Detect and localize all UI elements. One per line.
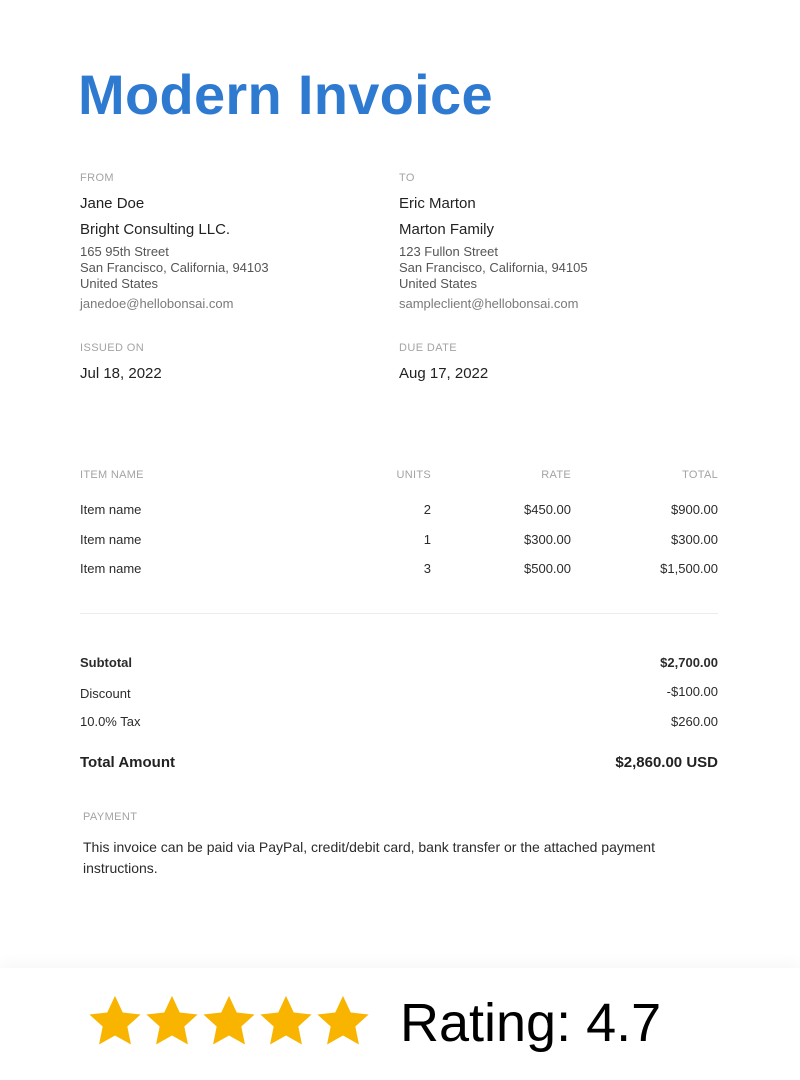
- star-icon: [143, 992, 201, 1050]
- to-address-line2: San Francisco, California, 94105: [399, 260, 588, 275]
- row-total: $1,500.00: [660, 561, 718, 576]
- from-address-line2: San Francisco, California, 94103: [80, 260, 269, 275]
- tax-value: $260.00: [671, 714, 718, 729]
- invoice-title: Modern Invoice: [78, 63, 493, 126]
- from-name: Jane Doe: [80, 195, 145, 212]
- discount-value: -$100.00: [666, 684, 718, 699]
- rating-text: Rating: 4.7: [400, 993, 662, 1053]
- discount-row: [80, 685, 718, 705]
- from-address-line1: 165 95th Street: [80, 244, 169, 259]
- row-units: 1: [423, 532, 431, 547]
- due-date-label: DUE DATE: [399, 342, 458, 354]
- to-company: Marton Family: [399, 221, 495, 238]
- tax-row: [80, 714, 718, 734]
- row-rate: $500.00: [524, 561, 571, 576]
- payment-label: PAYMENT: [83, 811, 138, 823]
- row-units: 2: [423, 502, 431, 517]
- subtotal-row: [80, 655, 718, 675]
- row-rate: $450.00: [524, 502, 571, 517]
- table-row: [80, 502, 718, 522]
- subtotal-label: Subtotal: [80, 655, 132, 670]
- table-header-units: UNITS: [396, 469, 431, 481]
- total-amount-value: $2,860.00 USD: [615, 754, 718, 771]
- table-divider: [80, 613, 718, 614]
- table-header-total: TOTAL: [682, 469, 718, 481]
- total-amount-row: [80, 754, 718, 774]
- table-header-item: ITEM NAME: [80, 469, 144, 481]
- row-total: $300.00: [671, 532, 718, 547]
- discount-label: Discount: [80, 686, 131, 701]
- star-icon: [86, 992, 144, 1050]
- issued-on-date: Jul 18, 2022: [80, 365, 162, 382]
- issued-on-label: ISSUED ON: [80, 342, 145, 354]
- star-icon: [314, 992, 372, 1050]
- to-name: Eric Marton: [399, 195, 476, 212]
- star-icon: [200, 992, 258, 1050]
- due-date-value: Aug 17, 2022: [399, 365, 489, 382]
- total-amount-label: Total Amount: [80, 754, 175, 771]
- tax-label: 10.0% Tax: [80, 714, 141, 729]
- row-item-name: Item name: [80, 532, 142, 547]
- row-units: 3: [423, 561, 431, 576]
- row-item-name: Item name: [80, 502, 142, 517]
- to-email: sampleclient@hellobonsai.com: [399, 296, 579, 311]
- table-row: [80, 532, 718, 552]
- payment-instructions: This invoice can be paid via PayPal, credit/debit card, bank transfer or the attached payment instructions.: [83, 839, 655, 876]
- subtotal-value: $2,700.00: [660, 655, 718, 670]
- to-address-line1: 123 Fullon Street: [399, 244, 499, 259]
- from-company: Bright Consulting LLC.: [80, 221, 231, 238]
- row-rate: $300.00: [524, 532, 571, 547]
- from-address-line3: United States: [80, 276, 159, 291]
- to-label: TO: [399, 172, 415, 184]
- star-icon: [257, 992, 315, 1050]
- table-row: [80, 561, 718, 581]
- row-item-name: Item name: [80, 561, 142, 576]
- from-label: FROM: [80, 172, 114, 184]
- table-header-rate: RATE: [541, 469, 571, 481]
- to-address-line3: United States: [399, 276, 478, 291]
- from-email: janedoe@hellobonsai.com: [80, 296, 234, 311]
- row-total: $900.00: [671, 502, 718, 517]
